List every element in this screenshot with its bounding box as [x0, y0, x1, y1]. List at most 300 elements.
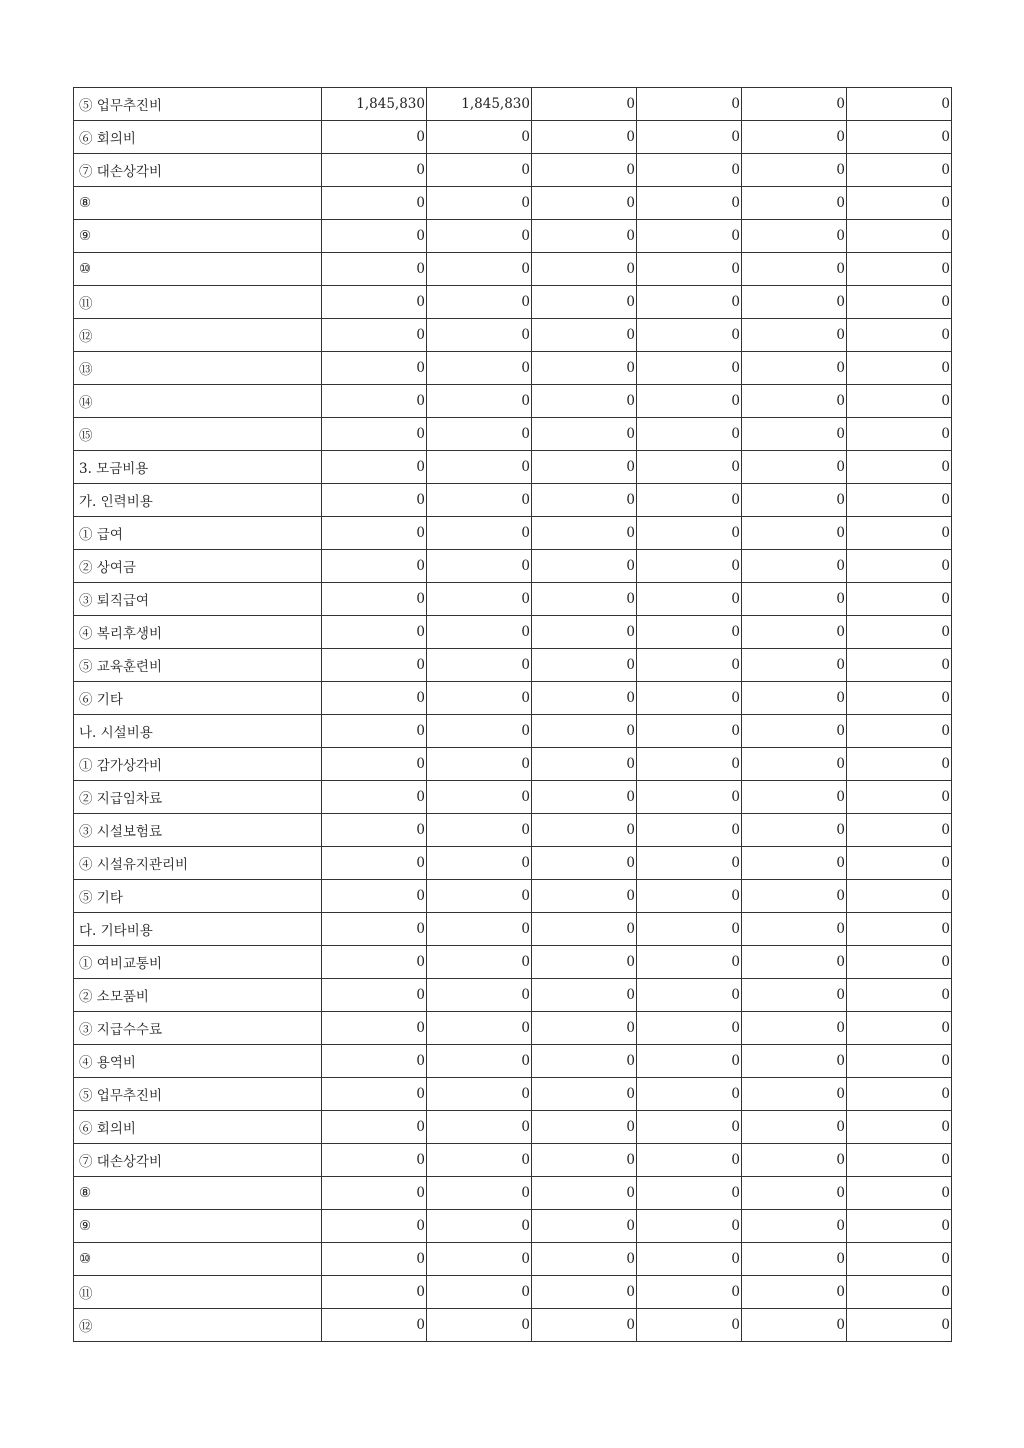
row-label: ① 감가상각비 — [74, 748, 322, 781]
amount-cell: 0 — [532, 979, 637, 1012]
amount-cell: 0 — [637, 748, 742, 781]
table-row — [74, 154, 952, 187]
amount-cell: 0 — [427, 946, 532, 979]
amount-cell: 0 — [742, 715, 847, 748]
amount-cell: 0 — [847, 814, 952, 847]
amount-cell: 0 — [322, 979, 427, 1012]
table-row — [74, 1210, 952, 1243]
amount-cell: 0 — [322, 121, 427, 154]
amount-cell: 0 — [532, 913, 637, 946]
table-row — [74, 979, 952, 1012]
amount-cell: 0 — [532, 1177, 637, 1210]
amount-cell: 0 — [427, 121, 532, 154]
amount-cell: 0 — [427, 979, 532, 1012]
expense-table-body — [74, 88, 952, 1342]
amount-cell: 0 — [427, 418, 532, 451]
row-label: 3. 모금비용 — [74, 451, 322, 484]
amount-cell: 0 — [847, 880, 952, 913]
table-row — [74, 1243, 952, 1276]
amount-cell: 0 — [742, 979, 847, 1012]
row-label: ⑫ — [74, 319, 322, 352]
amount-cell: 0 — [847, 748, 952, 781]
amount-cell: 0 — [742, 88, 847, 121]
amount-cell: 0 — [427, 682, 532, 715]
row-label: ① 급여 — [74, 517, 322, 550]
amount-cell: 0 — [427, 154, 532, 187]
amount-cell: 0 — [637, 1309, 742, 1342]
amount-cell: 0 — [532, 1111, 637, 1144]
amount-cell: 0 — [532, 352, 637, 385]
table-row — [74, 913, 952, 946]
row-label: ④ 용역비 — [74, 1045, 322, 1078]
table-row — [74, 484, 952, 517]
amount-cell: 0 — [742, 946, 847, 979]
amount-cell: 0 — [637, 517, 742, 550]
amount-cell: 0 — [427, 517, 532, 550]
amount-cell: 0 — [532, 748, 637, 781]
amount-cell: 0 — [637, 121, 742, 154]
amount-cell: 0 — [637, 1045, 742, 1078]
table-row — [74, 418, 952, 451]
amount-cell: 0 — [322, 616, 427, 649]
row-label: ④ 시설유지관리비 — [74, 847, 322, 880]
row-label: ⑬ — [74, 352, 322, 385]
amount-cell: 0 — [427, 616, 532, 649]
amount-cell: 0 — [847, 1276, 952, 1309]
amount-cell: 0 — [322, 1276, 427, 1309]
amount-cell: 0 — [637, 1276, 742, 1309]
table-row — [74, 1276, 952, 1309]
row-label: ⑧ — [74, 1177, 322, 1210]
amount-cell: 0 — [322, 1144, 427, 1177]
amount-cell: 0 — [322, 946, 427, 979]
amount-cell: 0 — [427, 1210, 532, 1243]
amount-cell: 1,845,830 — [427, 88, 532, 121]
amount-cell: 0 — [322, 847, 427, 880]
table-row — [74, 946, 952, 979]
amount-cell: 0 — [637, 814, 742, 847]
amount-cell: 0 — [847, 88, 952, 121]
amount-cell: 0 — [427, 451, 532, 484]
amount-cell: 0 — [847, 220, 952, 253]
amount-cell: 0 — [742, 781, 847, 814]
amount-cell: 0 — [847, 385, 952, 418]
amount-cell: 0 — [532, 484, 637, 517]
amount-cell: 0 — [847, 781, 952, 814]
amount-cell: 0 — [637, 616, 742, 649]
amount-cell: 0 — [532, 154, 637, 187]
amount-cell: 0 — [322, 550, 427, 583]
row-label: ⑩ — [74, 1243, 322, 1276]
amount-cell: 0 — [532, 1012, 637, 1045]
amount-cell: 0 — [742, 1309, 847, 1342]
amount-cell: 0 — [532, 583, 637, 616]
amount-cell: 0 — [742, 121, 847, 154]
amount-cell: 0 — [532, 1045, 637, 1078]
amount-cell: 0 — [532, 682, 637, 715]
amount-cell: 0 — [427, 286, 532, 319]
amount-cell: 0 — [322, 715, 427, 748]
amount-cell: 0 — [847, 154, 952, 187]
amount-cell: 0 — [322, 286, 427, 319]
amount-cell: 0 — [637, 880, 742, 913]
amount-cell: 0 — [742, 847, 847, 880]
amount-cell: 0 — [847, 1309, 952, 1342]
amount-cell: 0 — [742, 1210, 847, 1243]
amount-cell: 0 — [532, 649, 637, 682]
row-label: ⑪ — [74, 286, 322, 319]
amount-cell: 0 — [532, 517, 637, 550]
amount-cell: 0 — [637, 88, 742, 121]
row-label: ⑥ 기타 — [74, 682, 322, 715]
amount-cell: 0 — [742, 748, 847, 781]
amount-cell: 0 — [322, 1177, 427, 1210]
amount-cell: 0 — [322, 220, 427, 253]
amount-cell: 0 — [427, 847, 532, 880]
amount-cell: 0 — [847, 1210, 952, 1243]
amount-cell: 0 — [742, 319, 847, 352]
row-label: ⑫ — [74, 1309, 322, 1342]
amount-cell: 0 — [742, 451, 847, 484]
row-label: ⑥ 회의비 — [74, 121, 322, 154]
table-row — [74, 286, 952, 319]
amount-cell: 0 — [532, 253, 637, 286]
table-row — [74, 319, 952, 352]
amount-cell: 0 — [847, 715, 952, 748]
amount-cell: 0 — [322, 385, 427, 418]
amount-cell: 0 — [847, 550, 952, 583]
amount-cell: 0 — [322, 814, 427, 847]
table-row — [74, 451, 952, 484]
amount-cell: 0 — [532, 418, 637, 451]
amount-cell: 0 — [427, 253, 532, 286]
amount-cell: 0 — [532, 1243, 637, 1276]
amount-cell: 0 — [742, 352, 847, 385]
table-row — [74, 1012, 952, 1045]
table-row — [74, 253, 952, 286]
row-label: ⑭ — [74, 385, 322, 418]
amount-cell: 0 — [427, 1012, 532, 1045]
table-row — [74, 220, 952, 253]
amount-cell: 0 — [742, 154, 847, 187]
table-row — [74, 616, 952, 649]
amount-cell: 0 — [637, 781, 742, 814]
amount-cell: 0 — [847, 517, 952, 550]
row-label: ⑤ 기타 — [74, 880, 322, 913]
amount-cell: 0 — [847, 1243, 952, 1276]
amount-cell: 0 — [847, 253, 952, 286]
amount-cell: 0 — [637, 682, 742, 715]
amount-cell: 0 — [427, 1144, 532, 1177]
row-label: ③ 시설보험료 — [74, 814, 322, 847]
row-label: ⑪ — [74, 1276, 322, 1309]
row-label: ⑮ — [74, 418, 322, 451]
amount-cell: 0 — [742, 1078, 847, 1111]
amount-cell: 0 — [847, 1012, 952, 1045]
amount-cell: 0 — [532, 946, 637, 979]
amount-cell: 0 — [322, 880, 427, 913]
amount-cell: 0 — [322, 781, 427, 814]
amount-cell: 0 — [322, 253, 427, 286]
amount-cell: 0 — [742, 1276, 847, 1309]
table-row — [74, 880, 952, 913]
amount-cell: 0 — [847, 286, 952, 319]
amount-cell: 0 — [847, 451, 952, 484]
amount-cell: 0 — [532, 220, 637, 253]
amount-cell: 0 — [322, 418, 427, 451]
amount-cell: 0 — [427, 1243, 532, 1276]
amount-cell: 0 — [637, 253, 742, 286]
amount-cell: 0 — [322, 1111, 427, 1144]
row-label: ② 상여금 — [74, 550, 322, 583]
row-label: ⑨ — [74, 1210, 322, 1243]
row-label: ⑩ — [74, 253, 322, 286]
amount-cell: 0 — [847, 1177, 952, 1210]
amount-cell: 0 — [742, 517, 847, 550]
table-row — [74, 352, 952, 385]
row-label: ③ 지급수수료 — [74, 1012, 322, 1045]
amount-cell: 0 — [532, 616, 637, 649]
amount-cell: 0 — [847, 583, 952, 616]
amount-cell: 0 — [847, 979, 952, 1012]
amount-cell: 0 — [427, 1111, 532, 1144]
amount-cell: 0 — [742, 385, 847, 418]
amount-cell: 0 — [322, 913, 427, 946]
amount-cell: 0 — [742, 682, 847, 715]
amount-cell: 0 — [637, 352, 742, 385]
table-row — [74, 781, 952, 814]
amount-cell: 0 — [532, 286, 637, 319]
amount-cell: 0 — [847, 1045, 952, 1078]
row-label: 가. 인력비용 — [74, 484, 322, 517]
amount-cell: 0 — [637, 154, 742, 187]
amount-cell: 0 — [847, 616, 952, 649]
table-row — [74, 121, 952, 154]
amount-cell: 0 — [322, 352, 427, 385]
amount-cell: 0 — [532, 1078, 637, 1111]
table-row — [74, 847, 952, 880]
amount-cell: 0 — [532, 1276, 637, 1309]
amount-cell: 0 — [427, 187, 532, 220]
table-row — [74, 1045, 952, 1078]
table-row — [74, 682, 952, 715]
amount-cell: 0 — [532, 385, 637, 418]
amount-cell: 0 — [637, 979, 742, 1012]
amount-cell: 0 — [637, 1210, 742, 1243]
table-row — [74, 748, 952, 781]
amount-cell: 0 — [637, 715, 742, 748]
row-label: ② 지급임차료 — [74, 781, 322, 814]
amount-cell: 0 — [637, 1144, 742, 1177]
table-row — [74, 583, 952, 616]
table-row — [74, 1111, 952, 1144]
amount-cell: 0 — [637, 220, 742, 253]
amount-cell: 0 — [637, 649, 742, 682]
amount-cell: 0 — [637, 583, 742, 616]
amount-cell: 0 — [427, 220, 532, 253]
amount-cell: 0 — [742, 649, 847, 682]
amount-cell: 0 — [532, 715, 637, 748]
amount-cell: 0 — [637, 1078, 742, 1111]
amount-cell: 0 — [322, 1012, 427, 1045]
amount-cell: 0 — [322, 583, 427, 616]
amount-cell: 0 — [532, 847, 637, 880]
amount-cell: 0 — [427, 913, 532, 946]
table-row — [74, 1309, 952, 1342]
table-row — [74, 88, 952, 121]
amount-cell: 0 — [532, 88, 637, 121]
amount-cell: 0 — [532, 880, 637, 913]
amount-cell: 0 — [532, 1210, 637, 1243]
amount-cell: 0 — [637, 946, 742, 979]
amount-cell: 0 — [742, 583, 847, 616]
row-label: 다. 기타비용 — [74, 913, 322, 946]
row-label: ⑥ 회의비 — [74, 1111, 322, 1144]
amount-cell: 0 — [742, 616, 847, 649]
amount-cell: 0 — [742, 1243, 847, 1276]
amount-cell: 0 — [847, 1144, 952, 1177]
amount-cell: 0 — [427, 484, 532, 517]
amount-cell: 0 — [742, 187, 847, 220]
row-label: ② 소모품비 — [74, 979, 322, 1012]
amount-cell: 0 — [637, 1012, 742, 1045]
amount-cell: 0 — [427, 814, 532, 847]
amount-cell: 0 — [637, 1243, 742, 1276]
amount-cell: 0 — [532, 121, 637, 154]
amount-cell: 0 — [847, 682, 952, 715]
amount-cell: 0 — [427, 319, 532, 352]
amount-cell: 0 — [532, 550, 637, 583]
amount-cell: 0 — [637, 286, 742, 319]
table-row — [74, 1177, 952, 1210]
amount-cell: 0 — [847, 649, 952, 682]
amount-cell: 0 — [847, 484, 952, 517]
amount-cell: 0 — [847, 1111, 952, 1144]
row-label: ⑦ 대손상각비 — [74, 154, 322, 187]
amount-cell: 0 — [742, 814, 847, 847]
amount-cell: 0 — [637, 484, 742, 517]
amount-cell: 0 — [742, 286, 847, 319]
amount-cell: 0 — [742, 484, 847, 517]
amount-cell: 0 — [532, 1309, 637, 1342]
amount-cell: 1,845,830 — [322, 88, 427, 121]
row-label: ④ 복리후생비 — [74, 616, 322, 649]
amount-cell: 0 — [427, 781, 532, 814]
amount-cell: 0 — [637, 187, 742, 220]
amount-cell: 0 — [322, 1210, 427, 1243]
amount-cell: 0 — [742, 1012, 847, 1045]
amount-cell: 0 — [847, 847, 952, 880]
row-label: 나. 시설비용 — [74, 715, 322, 748]
amount-cell: 0 — [847, 946, 952, 979]
amount-cell: 0 — [742, 253, 847, 286]
amount-cell: 0 — [847, 121, 952, 154]
amount-cell: 0 — [637, 847, 742, 880]
row-label: ⑤ 업무추진비 — [74, 1078, 322, 1111]
amount-cell: 0 — [427, 1078, 532, 1111]
amount-cell: 0 — [322, 1243, 427, 1276]
row-label: ⑤ 업무추진비 — [74, 88, 322, 121]
amount-cell: 0 — [742, 880, 847, 913]
amount-cell: 0 — [742, 550, 847, 583]
table-row — [74, 517, 952, 550]
table-row — [74, 385, 952, 418]
row-label: ⑦ 대손상각비 — [74, 1144, 322, 1177]
amount-cell: 0 — [322, 1045, 427, 1078]
amount-cell: 0 — [427, 1045, 532, 1078]
amount-cell: 0 — [427, 550, 532, 583]
amount-cell: 0 — [742, 418, 847, 451]
amount-cell: 0 — [427, 385, 532, 418]
amount-cell: 0 — [322, 517, 427, 550]
amount-cell: 0 — [637, 913, 742, 946]
amount-cell: 0 — [427, 1276, 532, 1309]
amount-cell: 0 — [742, 1144, 847, 1177]
amount-cell: 0 — [532, 814, 637, 847]
amount-cell: 0 — [427, 1177, 532, 1210]
amount-cell: 0 — [637, 550, 742, 583]
table-row — [74, 814, 952, 847]
amount-cell: 0 — [532, 319, 637, 352]
row-label: ⑤ 교육훈련비 — [74, 649, 322, 682]
amount-cell: 0 — [532, 451, 637, 484]
amount-cell: 0 — [322, 1309, 427, 1342]
amount-cell: 0 — [427, 352, 532, 385]
table-row — [74, 1078, 952, 1111]
amount-cell: 0 — [427, 1309, 532, 1342]
row-label: ③ 퇴직급여 — [74, 583, 322, 616]
amount-cell: 0 — [427, 583, 532, 616]
row-label: ⑧ — [74, 187, 322, 220]
amount-cell: 0 — [532, 781, 637, 814]
row-label: ⑨ — [74, 220, 322, 253]
amount-cell: 0 — [532, 1144, 637, 1177]
amount-cell: 0 — [637, 451, 742, 484]
table-row — [74, 1144, 952, 1177]
amount-cell: 0 — [637, 1177, 742, 1210]
table-row — [74, 550, 952, 583]
amount-cell: 0 — [637, 418, 742, 451]
amount-cell: 0 — [322, 1078, 427, 1111]
row-label: ① 여비교통비 — [74, 946, 322, 979]
amount-cell: 0 — [532, 187, 637, 220]
amount-cell: 0 — [742, 1177, 847, 1210]
table-row — [74, 649, 952, 682]
amount-cell: 0 — [322, 682, 427, 715]
amount-cell: 0 — [322, 319, 427, 352]
amount-cell: 0 — [427, 649, 532, 682]
amount-cell: 0 — [322, 451, 427, 484]
amount-cell: 0 — [322, 748, 427, 781]
amount-cell: 0 — [637, 385, 742, 418]
amount-cell: 0 — [847, 187, 952, 220]
amount-cell: 0 — [427, 748, 532, 781]
amount-cell: 0 — [742, 913, 847, 946]
amount-cell: 0 — [742, 1045, 847, 1078]
amount-cell: 0 — [847, 913, 952, 946]
amount-cell: 0 — [322, 154, 427, 187]
amount-cell: 0 — [427, 880, 532, 913]
amount-cell: 0 — [322, 187, 427, 220]
amount-cell: 0 — [322, 649, 427, 682]
amount-cell: 0 — [427, 715, 532, 748]
expense-table — [73, 87, 952, 1342]
amount-cell: 0 — [637, 1111, 742, 1144]
table-row — [74, 187, 952, 220]
amount-cell: 0 — [637, 319, 742, 352]
amount-cell: 0 — [847, 1078, 952, 1111]
amount-cell: 0 — [847, 418, 952, 451]
